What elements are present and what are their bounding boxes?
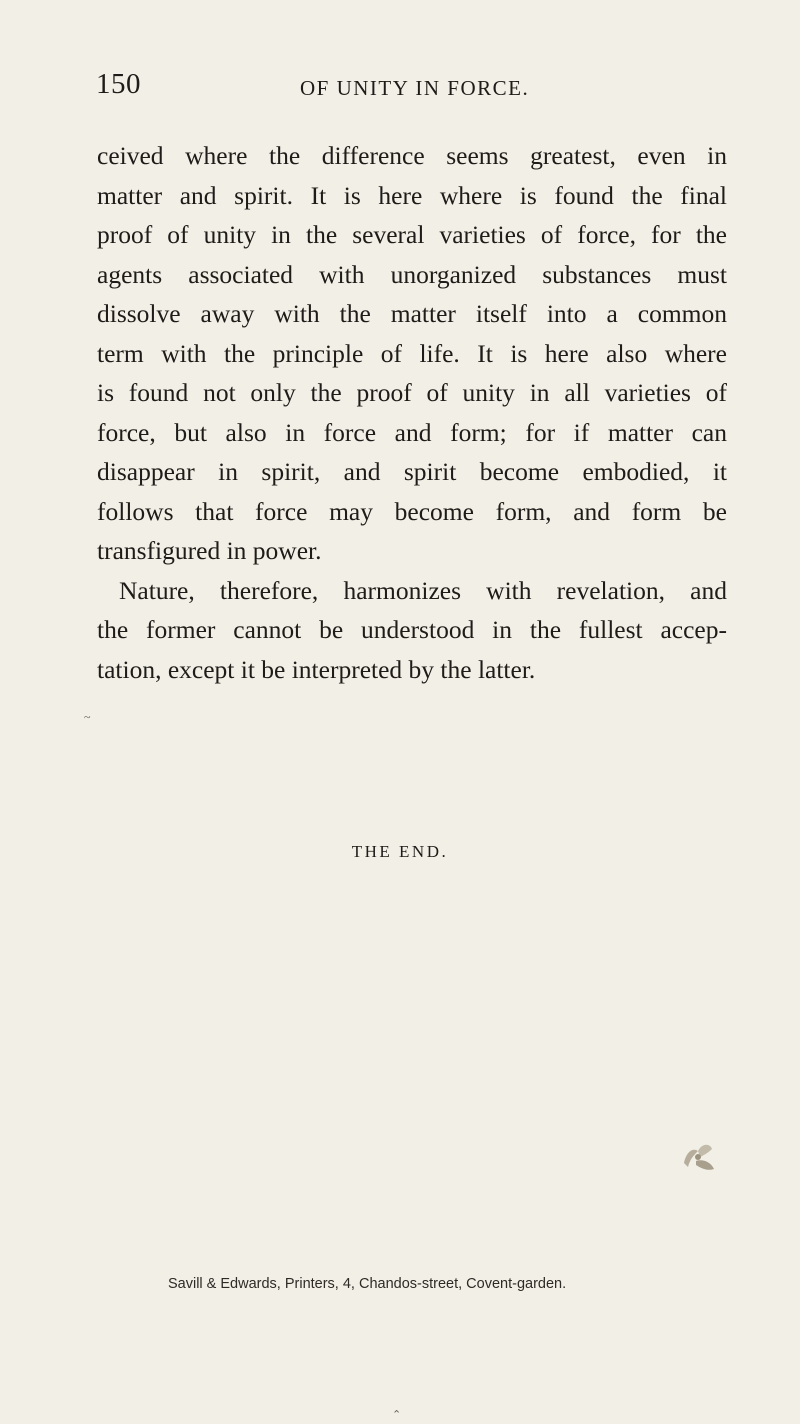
printers-ornament-icon bbox=[676, 1133, 720, 1177]
text-line: the former cannot be understood in the fullest accep- bbox=[97, 615, 727, 644]
text-line: proof of unity in the several varieties of force, for the bbox=[97, 220, 727, 249]
page-number: 150 bbox=[96, 68, 141, 100]
text-line: follows that force may become form, and form be bbox=[97, 496, 727, 526]
text-line: is found not only the proof of unity in all varieties of bbox=[97, 378, 727, 407]
running-head: OF UNITY IN FORCE. bbox=[300, 76, 530, 100]
text-line: force, but also in force and form; for if matter can bbox=[97, 417, 727, 447]
text-line: disappear in spirit, and spirit become embodied, it bbox=[97, 457, 727, 486]
text-line: Nature, therefore, harmonizes with revelation, and bbox=[119, 575, 727, 605]
text-line: transfigured in power. bbox=[97, 536, 322, 565]
text-line: agents associated with unorganized substances must bbox=[97, 259, 727, 289]
body-text bbox=[97, 136, 727, 689]
printer-imprint: Savill & Edwards, Printers, 4, Chandos-street, Covent-garden. bbox=[168, 1276, 567, 1292]
text-line: tation, except it be interpreted by the latter. bbox=[97, 654, 536, 684]
text-line: matter and spirit. It is here where is found the final bbox=[97, 180, 727, 210]
bottom-edge-mark: ⌃ bbox=[392, 1409, 402, 1421]
margin-tilde-mark: ~ bbox=[84, 710, 91, 724]
page-header bbox=[0, 68, 800, 108]
text-line: term with the principle of life. It is here also where bbox=[97, 338, 727, 368]
the-end-heading: THE END. bbox=[351, 842, 449, 861]
text-line: dissolve away with the matter itself into a common bbox=[97, 299, 727, 328]
text-line: ceived where the difference seems greatest, even in bbox=[97, 141, 727, 170]
